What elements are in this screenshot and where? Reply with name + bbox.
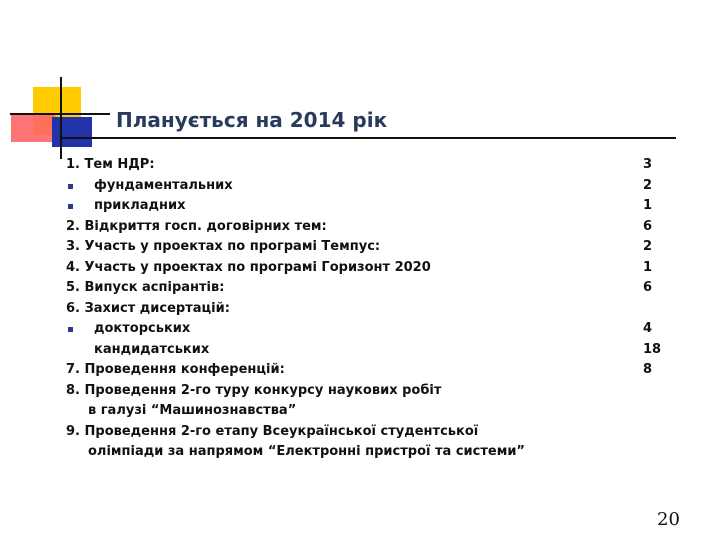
list-item bbox=[66, 217, 525, 238]
value-cell: 1 bbox=[643, 259, 653, 275]
value-cell: 18 bbox=[643, 341, 662, 357]
list-item bbox=[66, 196, 525, 217]
value-cell: 6 bbox=[643, 218, 653, 234]
list-item bbox=[66, 155, 525, 176]
item-text: докторських bbox=[94, 321, 191, 336]
list-item bbox=[66, 360, 525, 381]
decor-red-rectangle bbox=[11, 115, 55, 142]
list-item bbox=[66, 176, 525, 197]
square-bullet-icon bbox=[68, 184, 73, 189]
value-cell: 4 bbox=[643, 321, 653, 336]
item-text: прикладних bbox=[94, 198, 186, 213]
value-cell-empty bbox=[643, 299, 661, 320]
list-item-continuation bbox=[66, 401, 525, 422]
item-text: олімпіади за напрямом “Електронні пристрої та системи” bbox=[88, 444, 525, 459]
item-text: 2. Відкриття госп. договірних тем: bbox=[66, 218, 327, 234]
list-item bbox=[66, 422, 525, 443]
item-text: 9. Проведення 2-го етапу Всеукраїнської студентської bbox=[66, 423, 479, 439]
item-text: 7. Проведення конференцій: bbox=[66, 362, 285, 377]
list-item bbox=[66, 299, 525, 320]
item-text: кандидатських bbox=[94, 341, 210, 357]
list-item bbox=[66, 258, 525, 279]
list-item bbox=[66, 278, 525, 299]
slide-title: Планується на 2014 рік bbox=[116, 108, 388, 132]
list-item-continuation bbox=[66, 442, 525, 463]
decor-blue-square bbox=[52, 117, 92, 147]
decor-horizontal-line bbox=[10, 113, 110, 115]
plan-list bbox=[66, 155, 525, 463]
value-cell: 1 bbox=[643, 198, 653, 213]
value-cell: 2 bbox=[643, 239, 653, 254]
item-text: фундаментальних bbox=[94, 177, 233, 193]
item-text: 3. Участь у проектах по програмі Темпус: bbox=[66, 239, 381, 254]
list-item bbox=[66, 319, 525, 340]
list-item bbox=[66, 340, 525, 361]
item-text: 4. Участь у проектах по програмі Горизонт 2020 bbox=[66, 259, 431, 275]
list-item bbox=[66, 237, 525, 258]
decor-vertical-line bbox=[60, 77, 62, 159]
list-item bbox=[66, 381, 525, 402]
square-bullet-icon bbox=[68, 327, 73, 332]
value-cell: 3 bbox=[643, 157, 653, 172]
item-text: в галузі “Машинознавства” bbox=[88, 403, 297, 418]
item-text: 6. Захист дисертацій: bbox=[66, 300, 230, 316]
page-number: 20 bbox=[657, 509, 680, 530]
item-text: 5. Випуск аспірантів: bbox=[66, 280, 225, 295]
title-underline bbox=[60, 137, 676, 139]
value-cell: 6 bbox=[643, 280, 653, 295]
value-cell: 8 bbox=[643, 362, 653, 377]
square-bullet-icon bbox=[68, 204, 73, 209]
item-text: 8. Проведення 2-го туру конкурсу наукових робіт bbox=[66, 382, 442, 398]
item-text: 1. Тем НДР: bbox=[66, 157, 155, 172]
value-cell: 2 bbox=[643, 177, 653, 193]
values-column bbox=[643, 155, 661, 381]
